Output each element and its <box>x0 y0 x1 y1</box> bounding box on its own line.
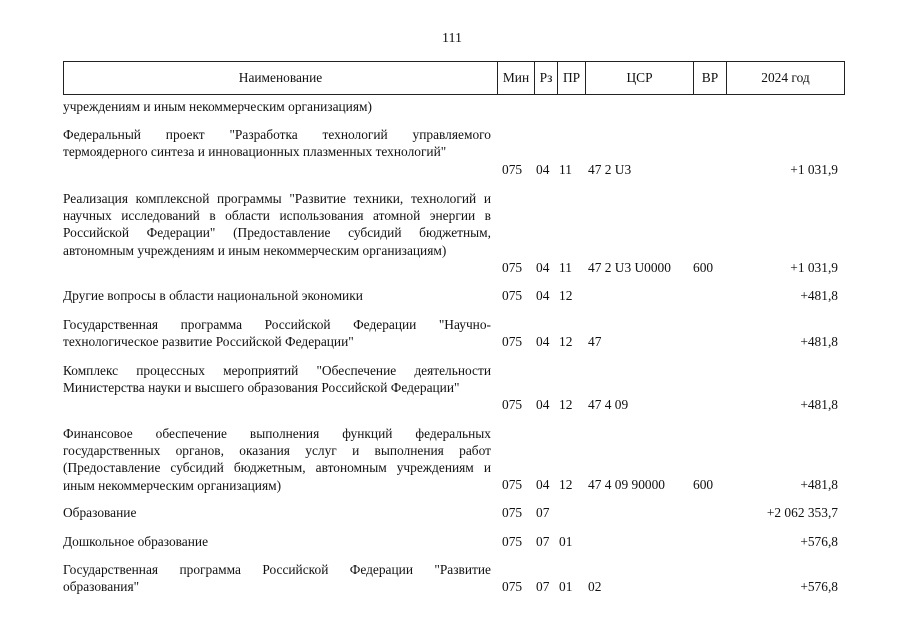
row-amount: +481,8 <box>800 288 838 303</box>
row-pr: 12 <box>559 334 573 349</box>
row-min: 075 <box>502 505 523 520</box>
row-min: 075 <box>502 477 523 492</box>
header-rz: Рз <box>535 62 558 94</box>
row-name: Государственная программа Российской Федерации "Научно-технологическое развитие Российской Федерации" <box>63 317 491 350</box>
row-amount: +576,8 <box>800 534 838 549</box>
header-year: 2024 год <box>761 70 810 85</box>
row-name: Реализация комплексной программы "Развитие техники, технологий и научных исследований в области использования атомной энергии в Российской Федерации" (Предоставление субсидий бюджетным, автономным учреждениям и иным некоммерческим организациям) <box>63 191 491 258</box>
row-csr: 02 <box>588 579 602 594</box>
row-rz: 07 <box>536 534 550 549</box>
row-rz: 07 <box>536 579 550 594</box>
row-rz: 04 <box>536 162 550 177</box>
row-pr: 11 <box>559 162 572 177</box>
row-min: 075 <box>502 260 523 275</box>
row-min: 075 <box>502 288 523 303</box>
row-amount: +2 062 353,7 <box>766 505 838 520</box>
row-min: 075 <box>502 162 523 177</box>
row-csr: 47 4 09 90000 <box>588 477 665 492</box>
row-rz: 04 <box>536 397 550 412</box>
header-min: Мин <box>498 62 535 94</box>
row-name: Финансовое обеспечение выполнения функций федеральных государственных органов, оказания услуг и выполнения работ (Предоставление субсидий бюджетным, автономным учреждениям и иным некоммерческим организациям) <box>63 426 491 493</box>
row-amount: +481,8 <box>800 334 838 349</box>
row-name: Другие вопросы в области национальной экономики <box>63 288 363 303</box>
row-pr: 11 <box>559 260 572 275</box>
row-csr: 47 4 09 <box>588 397 629 412</box>
row-rz: 07 <box>536 505 550 520</box>
row-name: Комплекс процессных мероприятий "Обеспечение деятельности Министерства науки и высшего образования Российской Федерации" <box>63 363 491 396</box>
row-min: 075 <box>502 397 523 412</box>
row-min: 075 <box>502 579 523 594</box>
row-csr: 47 2 U3 U0000 <box>588 260 671 275</box>
row-csr: 47 2 U3 <box>588 162 632 177</box>
row-name: Государственная программа Российской Федерации "Развитие образования" <box>63 562 491 595</box>
row-pr: 01 <box>559 534 573 549</box>
row-csr: 47 <box>588 334 602 349</box>
row-min: 075 <box>502 534 523 549</box>
row-vr: 600 <box>693 260 714 275</box>
row-name: учреждениям и иным некоммерческим организациям) <box>63 99 372 114</box>
header-vr: ВР <box>694 62 727 94</box>
row-pr: 01 <box>559 579 573 594</box>
row-name: Федеральный проект "Разработка технологий управляемого термоядерного синтеза и инновационных плазменных технологий" <box>63 127 491 160</box>
row-rz: 04 <box>536 260 550 275</box>
page-number: 111 <box>442 31 462 46</box>
header-pr: ПР <box>558 62 586 94</box>
row-amount: +1 031,9 <box>790 260 838 275</box>
row-pr: 12 <box>559 397 573 412</box>
row-amount: +1 031,9 <box>790 162 838 177</box>
header-csr: ЦСР <box>586 62 694 94</box>
row-amount: +576,8 <box>800 579 838 594</box>
row-rz: 04 <box>536 477 550 492</box>
row-pr: 12 <box>559 288 573 303</box>
row-pr: 12 <box>559 477 573 492</box>
row-rz: 04 <box>536 334 550 349</box>
row-vr: 600 <box>693 477 714 492</box>
table-header <box>63 61 845 95</box>
row-amount: +481,8 <box>800 397 838 412</box>
row-name: Образование <box>63 505 137 520</box>
row-name: Дошкольное образование <box>63 534 209 549</box>
header-name: Наименование <box>64 62 498 94</box>
row-rz: 04 <box>536 288 550 303</box>
row-amount: +481,8 <box>800 477 838 492</box>
row-min: 075 <box>502 334 523 349</box>
